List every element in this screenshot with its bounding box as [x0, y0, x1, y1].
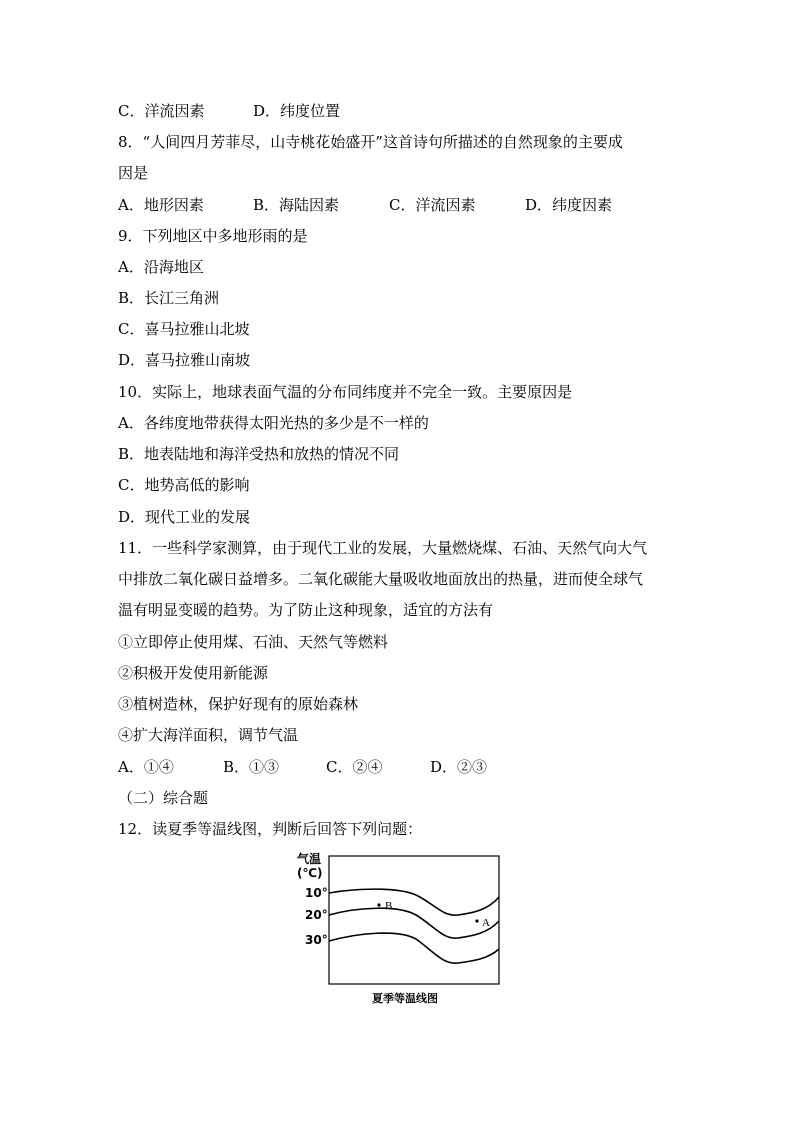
map-frame — [329, 856, 499, 984]
q11-stem-line1: 11．一些科学家测算，由于现代工业的发展，大量燃烧煤、石油、天然气向大气 — [118, 539, 648, 557]
q8-stem-line1: 8．“人间四月芳菲尽，山寺桃花始盛开”这首诗句所描述的自然现象的主要成 — [118, 133, 623, 151]
q11-item-2: ②积极开发使用新能源 — [118, 664, 269, 682]
q8-stem-line2: 因是 — [118, 164, 149, 182]
q11-option-c: C．②④ — [326, 758, 383, 776]
figure-tick-30: 30° — [305, 933, 328, 947]
q11-option-b: B．①③ — [223, 758, 280, 776]
q11-option-a: A．①④ — [118, 758, 174, 776]
q7-option-d: D．纬度位置 — [253, 102, 341, 120]
point-a-label: A — [482, 917, 490, 929]
q11-stem-line3: 温有明显变暖的趋势。为了防止这种现象，适宜的方法有 — [118, 601, 494, 619]
q7-option-c: C．洋流因素 — [118, 102, 205, 120]
figure-tick-10: 10° — [305, 886, 328, 900]
figure-caption: 夏季等温线图 — [372, 992, 438, 1005]
q9-option-a: A．沿海地区 — [118, 258, 204, 276]
q11-item-1: ①立即停止使用煤、石油、天然气等燃料 — [118, 633, 389, 651]
q8-option-d: D．纬度因素 — [525, 196, 613, 214]
q8-option-c: C．洋流因素 — [389, 196, 476, 214]
q8-option-b: B．海陆因素 — [253, 196, 340, 214]
q11-option-d: D．②③ — [430, 758, 488, 776]
q10-option-d: D．现代工业的发展 — [118, 508, 251, 526]
figure-ylabel-line2: (℃) — [297, 866, 323, 880]
q10-option-b: B．地表陆地和海洋受热和放热的情况不同 — [118, 445, 400, 463]
q11-item-3: ③植树造林，保护好现有的原始森林 — [118, 695, 359, 713]
q9-option-c: C．喜马拉雅山北坡 — [118, 320, 250, 338]
isotherm-30 — [329, 933, 499, 963]
q10-option-a: A．各纬度地带获得太阳光热的多少是不一样的 — [118, 414, 429, 432]
isotherm-map — [328, 855, 500, 985]
figure-ylabel-line1: 气温 — [297, 852, 322, 866]
point-a-dot — [475, 919, 478, 922]
section-title-comprehensive: （二）综合题 — [118, 789, 209, 807]
point-b-dot — [377, 903, 380, 906]
q9-stem: 9．下列地区中多地形雨的是 — [118, 227, 308, 245]
q9-option-d: D．喜马拉雅山南坡 — [118, 351, 251, 369]
q9-option-b: B．长江三角洲 — [118, 289, 220, 307]
q11-stem-line2: 中排放二氧化碳日益增多。二氧化碳能大量吸收地面放出的热量，进而使全球气 — [118, 570, 644, 588]
q11-item-4: ④扩大海洋面积，调节气温 — [118, 726, 299, 744]
figure-tick-20: 20° — [305, 908, 328, 922]
q8-option-a: A．地形因素 — [118, 196, 204, 214]
q12-stem: 12．读夏季等温线图，判断后回答下列问题： — [118, 820, 423, 838]
point-b-label: B — [385, 900, 393, 912]
q10-stem: 10．实际上，地球表面气温的分布同纬度并不完全一致。主要原因是 — [118, 383, 573, 401]
q10-option-c: C．地势高低的影响 — [118, 476, 250, 494]
isotherm-10 — [329, 889, 499, 915]
